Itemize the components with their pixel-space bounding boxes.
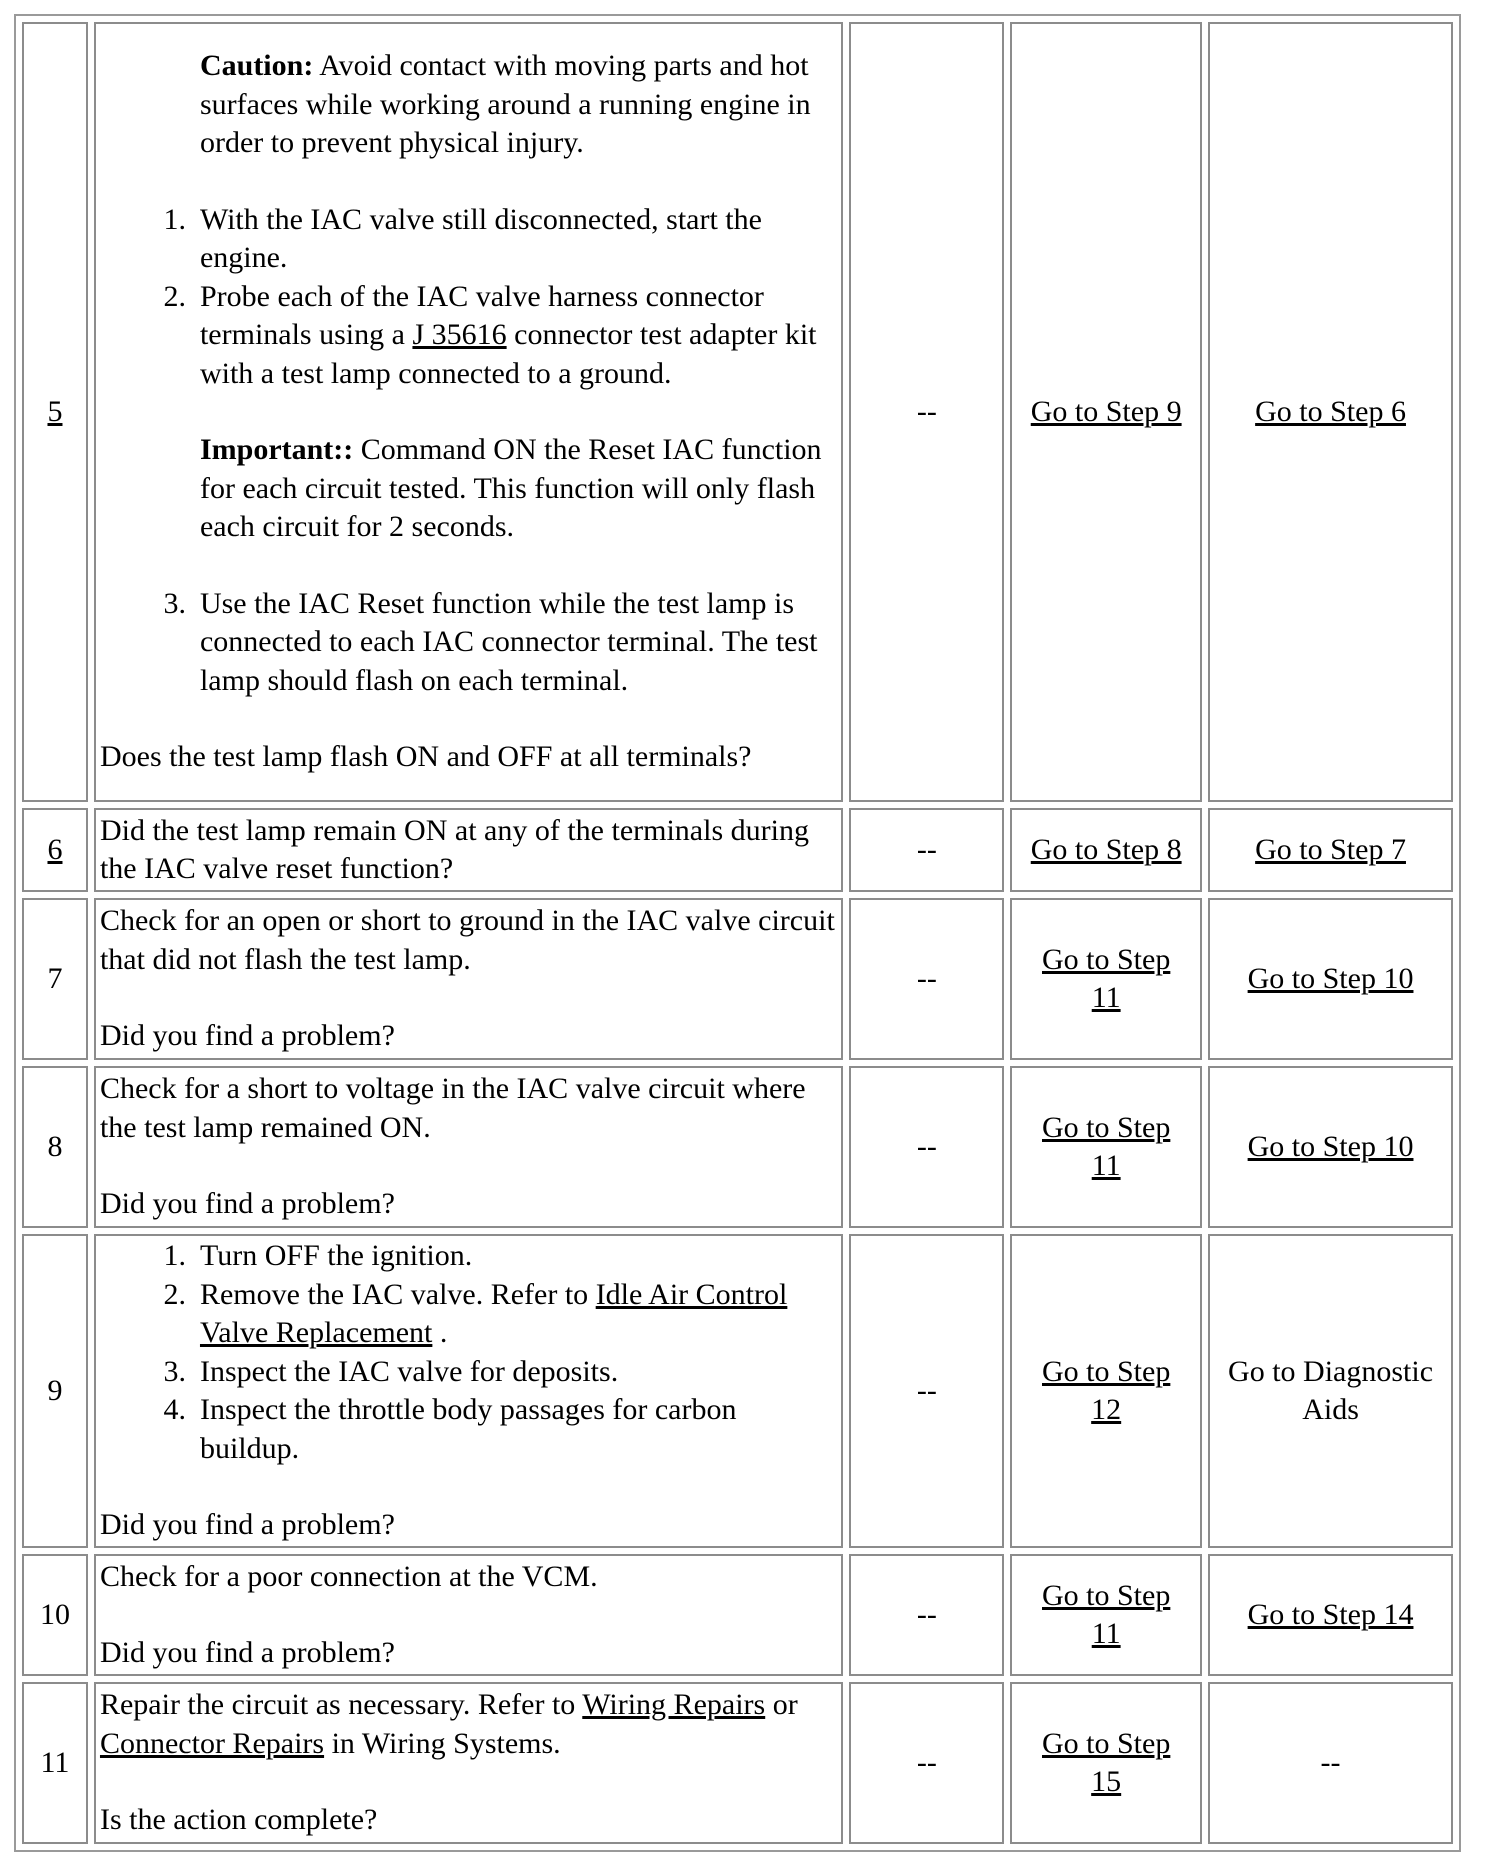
go-to-step-9-link[interactable]: Go to Step 9 — [1030, 394, 1182, 428]
table-row — [22, 808, 1453, 892]
action-text: Check for an open or short to ground in the IAC valve circuit that did not flash the test lamp. — [99, 904, 835, 976]
important-text: Command ON the Reset IAC function for each circuit tested. This function will only flash each circuit for 2 seconds. — [199, 433, 822, 544]
go-to-step-6-link[interactable]: Go to Step 6 — [1255, 394, 1406, 428]
list-item: 4. Inspect the throttle body passages for carbon buildup. — [163, 1393, 737, 1465]
important-label: Important:: — [199, 433, 354, 467]
idle-air-control-valve-replacement-link[interactable]: Idle Air Control Valve Replacement — [199, 1277, 788, 1350]
step-number-link[interactable] — [22, 22, 88, 802]
list-item: 1. Turn OFF the ignition. — [163, 1239, 473, 1273]
step-number: 10 — [22, 1554, 88, 1676]
table-row — [22, 898, 1453, 1060]
go-to-step-8-link[interactable]: Go to Step 8 — [1030, 832, 1182, 866]
go-to-step-11-link[interactable]: Go to Step 11 — [1042, 1110, 1171, 1182]
yes-cell — [1010, 1234, 1202, 1548]
value-cell: -- — [849, 898, 1004, 1060]
list-item: 1. With the IAC valve still disconnected, start the engine. — [163, 202, 762, 275]
go-to-step-10-link[interactable]: Go to Step 10 — [1247, 961, 1414, 995]
question-text: Did you find a problem? — [99, 1508, 395, 1542]
action-cell — [94, 898, 843, 1060]
yes-cell — [1010, 22, 1202, 802]
caution-note — [100, 47, 837, 163]
connector-repairs-link[interactable]: Connector Repairs — [99, 1726, 325, 1760]
table-row — [22, 1066, 1453, 1228]
yes-cell — [1010, 1682, 1202, 1844]
step-6-link[interactable]: 6 — [47, 832, 63, 866]
list-item: 2. Probe each of the IAC valve harness connector terminals using a J 35616 connector test adapter kit with a test lamp connected to a ground. — [163, 279, 817, 390]
action-cell — [94, 1554, 843, 1676]
no-cell — [1208, 1554, 1453, 1676]
yes-cell — [1010, 808, 1202, 892]
question-text: Did you find a problem? — [99, 1187, 395, 1221]
list-item: 3. Use the IAC Reset function while the test lamp is connected to each IAC connector terminal. The test lamp should flash on each terminal. — [163, 586, 818, 697]
value-cell: -- — [849, 1066, 1004, 1228]
action-text: Check for a short to voltage in the IAC valve circuit where the test lamp remained ON. — [99, 1072, 806, 1144]
yes-cell — [1010, 1554, 1202, 1676]
no-cell — [1208, 22, 1453, 802]
go-to-step-11-link[interactable]: Go to Step 11 — [1042, 942, 1171, 1014]
action-cell — [94, 22, 843, 802]
action-cell — [94, 808, 843, 892]
no-cell — [1208, 1234, 1453, 1548]
step-number: 9 — [22, 1234, 88, 1548]
action-cell — [94, 1066, 843, 1228]
table-row — [22, 22, 1453, 802]
action-text: Check for a poor connection at the VCM. — [99, 1559, 598, 1593]
no-cell — [1208, 1066, 1453, 1228]
value-cell: -- — [849, 1234, 1004, 1548]
diagnostic-table — [14, 14, 1461, 1852]
no-cell — [1208, 808, 1453, 892]
go-to-step-11-link[interactable]: Go to Step 11 — [1042, 1578, 1171, 1650]
no-cell — [1208, 1682, 1453, 1844]
table-row — [22, 1554, 1453, 1676]
go-to-step-7-link[interactable]: Go to Step 7 — [1255, 832, 1406, 866]
question-text: Is the action complete? — [99, 1803, 378, 1837]
wiring-repairs-link[interactable]: Wiring Repairs — [582, 1688, 766, 1722]
step-5-link[interactable]: 5 — [47, 394, 63, 428]
j35616-link[interactable]: J 35616 — [412, 318, 507, 352]
step-number: 11 — [22, 1682, 88, 1844]
procedure-list — [100, 585, 837, 701]
caution-text: Avoid contact with moving parts and hot surfaces while working around a running engine in order to prevent physical injury. — [199, 49, 811, 160]
go-to-step-10-link[interactable]: Go to Step 10 — [1247, 1129, 1414, 1163]
no-value: -- — [1320, 1745, 1341, 1779]
list-item: 3. Inspect the IAC valve for deposits. — [163, 1354, 619, 1388]
value-cell: -- — [849, 1554, 1004, 1676]
question-text: Did you find a problem? — [99, 1019, 395, 1053]
table-row — [22, 1682, 1453, 1844]
action-text: Did the test lamp remain ON at any of the terminals during the IAC valve reset function? — [99, 813, 809, 885]
caution-label: Caution: — [199, 49, 314, 83]
list-item: 2. Remove the IAC valve. Refer to Idle Air Control Valve Replacement . — [163, 1277, 788, 1350]
yes-cell — [1010, 898, 1202, 1060]
go-to-step-14-link[interactable]: Go to Step 14 — [1247, 1597, 1414, 1631]
value-cell: -- — [849, 808, 1004, 892]
table-row — [22, 1234, 1453, 1548]
question-text: Does the test lamp flash ON and OFF at all terminals? — [99, 740, 752, 774]
action-cell — [94, 1682, 843, 1844]
step-number: 8 — [22, 1066, 88, 1228]
go-to-step-12-link[interactable]: Go to Step 12 — [1042, 1354, 1171, 1426]
important-note — [100, 431, 837, 547]
no-cell — [1208, 898, 1453, 1060]
go-to-diagnostic-aids-text: Go to Diagnostic Aids — [1228, 1354, 1434, 1426]
procedure-list — [100, 1237, 837, 1468]
procedure-list — [100, 201, 837, 394]
step-number-link[interactable] — [22, 808, 88, 892]
go-to-step-15-link[interactable]: Go to Step 15 — [1042, 1726, 1171, 1798]
step-number: 7 — [22, 898, 88, 1060]
question-text: Did you find a problem? — [99, 1636, 395, 1669]
action-text: Repair the circuit as necessary. Refer to Wiring Repairs or Connector Repairs in Wiring Systems. — [99, 1688, 798, 1760]
value-cell: -- — [849, 22, 1004, 802]
yes-cell — [1010, 1066, 1202, 1228]
value-cell: -- — [849, 1682, 1004, 1844]
action-cell — [94, 1234, 843, 1548]
